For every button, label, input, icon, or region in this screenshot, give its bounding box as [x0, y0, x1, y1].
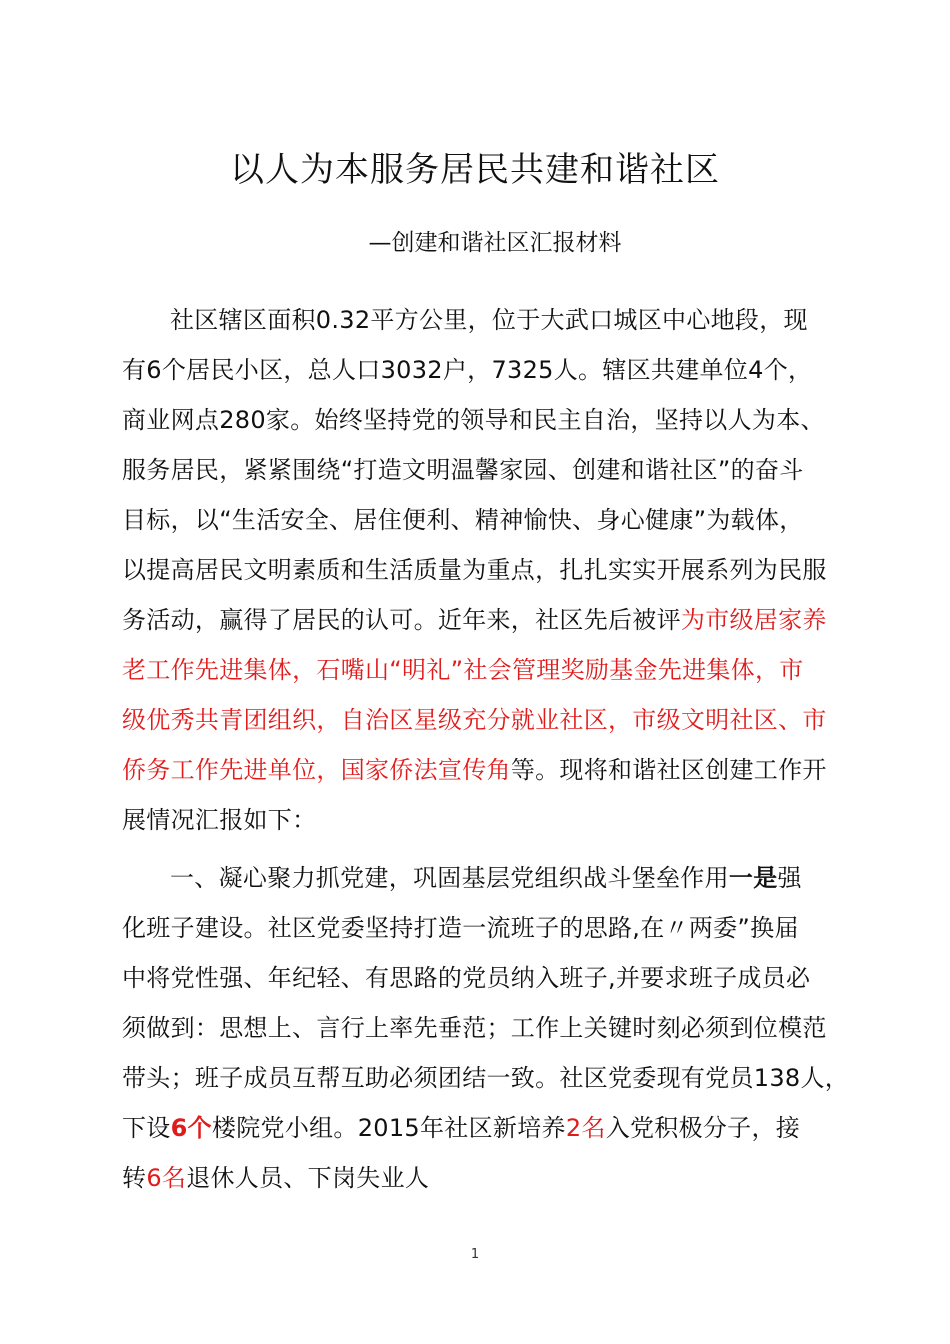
highlighted-honor: 级优秀共青团组织，自治区星级充分就业社区，市级文明社区、市 — [122, 706, 827, 734]
text-run: 以提高居民文明素质和生活质量为重点，扎扎实实开展系列为民服 — [122, 556, 827, 584]
text-run: 展情况汇报如下： — [122, 806, 317, 834]
text-run: 转 — [122, 1164, 147, 1192]
paragraph-1-line — [122, 500, 804, 535]
text-run: 有6个居民小区，总人口3032户，7325人。辖区共建单位4个， — [122, 356, 813, 384]
text-run: 强 — [777, 864, 802, 892]
paragraph-1-line — [122, 600, 827, 635]
paragraph-1-line — [122, 400, 825, 435]
paragraph-1-line — [122, 650, 804, 685]
section-heading: 一、凝心聚力抓党建，巩固基层党组织战斗堡垒作用 — [170, 864, 729, 892]
highlighted-honor: 老工作先进集体，石嘴山“明礼”社会管理奖励基金先进集体，市 — [122, 656, 804, 684]
text-run: 商业网点280家。始终坚持党的领导和民主自治，坚持以人为本、 — [122, 406, 825, 434]
text-run: 中将党性强、年纪轻、有思路的党员纳入班子,并要求班子成员必 — [122, 964, 811, 992]
highlighted-number: 6名 — [146, 1164, 187, 1192]
paragraph-1-line — [170, 300, 808, 335]
paragraph-2-line — [122, 1058, 849, 1093]
highlighted-number: 6个 — [170, 1114, 212, 1142]
text-run: 入党积极分子，接 — [605, 1114, 801, 1142]
paragraph-2-line — [122, 958, 810, 993]
text-run: 带头；班子成员互帮互助必须团结一致。社区党委现有党员138人， — [122, 1064, 850, 1092]
paragraph-1-line — [122, 550, 827, 585]
document-subtitle: —创建和谐社区汇报材料 — [368, 230, 622, 256]
text-run: 退休人员、下岗失业人 — [186, 1164, 430, 1192]
paragraph-1-line — [122, 450, 804, 485]
text-run: 等。现将和谐社区创建工作开 — [510, 756, 827, 784]
highlighted-honor: 为市级居家养 — [680, 606, 827, 634]
paragraph-2-line — [122, 1108, 800, 1143]
paragraph-2-line — [122, 908, 799, 943]
text-run: 楼院党小组。2015年社区新培养 — [211, 1114, 566, 1142]
paragraph-2-line — [122, 1008, 827, 1043]
paragraph-1-line — [122, 750, 827, 785]
text-run: 须做到：思想上、言行上率先垂范；工作上关键时刻必须到位模范 — [122, 1014, 827, 1042]
text-run: 务活动，赢得了居民的认可。近年来，社区先后被评 — [122, 606, 681, 634]
text-run: 社区辖区面积0.32平方公里，位于大武口城区中心地段，现 — [170, 306, 808, 334]
text-run: 化班子建设。社区党委坚持打造一流班子的思路,在〃两委”换届 — [122, 914, 799, 942]
highlighted-honor: 侨务工作先进单位，国家侨法宣传角 — [122, 756, 511, 784]
document-title: 以人为本服务居民共建和谐社区 — [230, 150, 720, 190]
highlighted-number: 2名 — [565, 1114, 606, 1142]
section-heading-line — [170, 858, 802, 893]
text-run: 下设 — [122, 1114, 171, 1142]
text-run: 目标，以“生活安全、居住便利、精神愉快、身心健康”为载体， — [122, 506, 804, 534]
paragraph-1-line — [122, 700, 827, 735]
page-number: 1 — [470, 1247, 480, 1262]
bold-marker: 一是 — [728, 864, 778, 892]
paragraph-2-line — [122, 1158, 429, 1193]
paragraph-1-line — [122, 350, 812, 385]
paragraph-1-line — [122, 800, 316, 835]
text-run: 服务居民，紧紧围绕“打造文明温馨家园、创建和谐社区”的奋斗 — [122, 456, 804, 484]
